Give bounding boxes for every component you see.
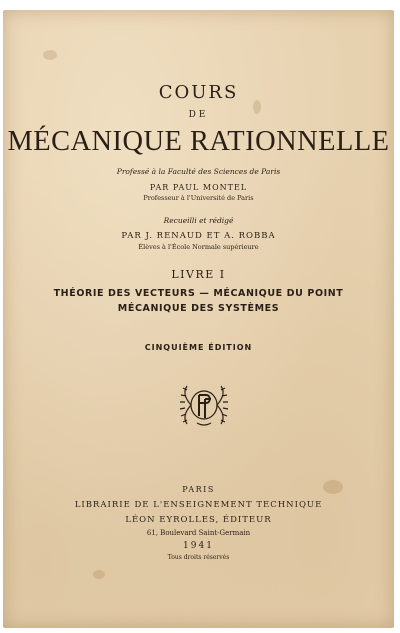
editors-title: Élèves à l'École Normale supérieure (138, 243, 259, 251)
compiled-note: Recueilli et rédigé (163, 216, 234, 225)
publisher-city: PARIS (182, 485, 215, 494)
book-cover (3, 10, 394, 628)
publisher-house: LIBRAIRIE DE L'ENSEIGNEMENT TECHNIQUE (74, 500, 323, 510)
publisher-name: LÉON EYROLLES, ÉDITEUR (125, 515, 272, 525)
book-number: LIVRE I (171, 268, 226, 281)
paper-stain (93, 570, 105, 579)
taught-note: Professé à la Faculté des Sciences de Paris (116, 167, 281, 176)
publication-year: 1941 (183, 541, 214, 551)
book-title: MÉCANIQUE RATIONNELLE (7, 125, 390, 157)
rights-notice: Tous droits réservés (167, 554, 230, 561)
paper-stain (43, 50, 57, 60)
publisher-address: 61, Boulevard Saint-Germain (146, 529, 251, 537)
editors-line: PAR J. RENAUD ET A. ROBBA (121, 231, 276, 241)
author-line: PAR PAUL MONTEL (149, 183, 248, 192)
topics-line-2: MÉCANIQUE DES SYSTÈMES (117, 303, 280, 314)
topics-line-1: THÉORIE DES VECTEURS — MÉCANIQUE DU POINT (53, 288, 344, 299)
publisher-monogram-emblem-icon (177, 380, 231, 430)
title-preposition: DE (188, 110, 209, 120)
series-title: COURS (158, 82, 239, 103)
edition-label: CINQUIÈME ÉDITION (144, 343, 253, 352)
author-title: Professeur à l'Université de Paris (143, 194, 254, 202)
